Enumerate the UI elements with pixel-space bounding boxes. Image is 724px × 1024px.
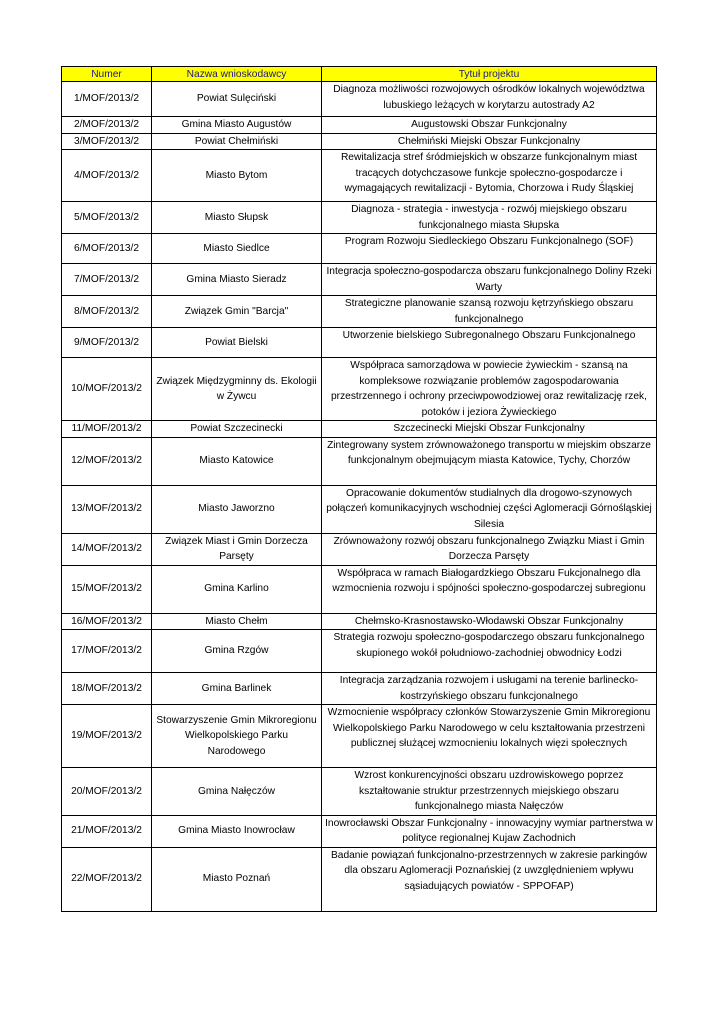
applicant-name-cell: Powiat Bielski [152,328,322,358]
project-title-cell: Diagnoza możliwości rozwojowych ośrodków lokalnych województwa lubuskiego leżących w korytarzu autostrady A2 [322,82,657,117]
project-title-cell: Program Rozwoju Siedleckiego Obszaru Funkcjonalnego (SOF) [322,234,657,264]
applicant-name-cell: Miasto Słupsk [152,202,322,234]
table-row [62,358,657,421]
numer-cell: 8/MOF/2013/2 [62,296,152,328]
table-row [62,133,657,150]
numer-cell: 1/MOF/2013/2 [62,82,152,117]
table-row [62,630,657,673]
applicant-name-cell: Miasto Katowice [152,437,322,485]
table-body [62,82,657,912]
numer-cell: 2/MOF/2013/2 [62,117,152,134]
table-row [62,234,657,264]
header-row [62,67,657,82]
applicant-name-cell: Gmina Nałęczów [152,768,322,816]
project-title-cell: Utworzenie bielskiego Subregonalnego Obszaru Funkcjonalnego [322,328,657,358]
table-row [62,847,657,911]
numer-cell: 16/MOF/2013/2 [62,613,152,630]
table-row [62,673,657,705]
table-row [62,264,657,296]
numer-cell: 5/MOF/2013/2 [62,202,152,234]
numer-cell: 9/MOF/2013/2 [62,328,152,358]
table-row [62,421,657,438]
project-title-cell: Zrównoważony rozwój obszaru funkcjonalnego Związku Miast i Gmin Dorzecza Parsęty [322,533,657,565]
table-row [62,613,657,630]
numer-cell: 21/MOF/2013/2 [62,815,152,847]
header-tytul-projektu: Tytuł projektu [322,67,657,82]
project-title-cell: Opracowanie dokumentów studialnych dla drogowo-szynowych połączeń komunikacyjnych wschodniej części Aglomeracji Górnośląskiej Silesia [322,485,657,533]
table-row [62,117,657,134]
numer-cell: 19/MOF/2013/2 [62,705,152,768]
numer-cell: 13/MOF/2013/2 [62,485,152,533]
project-title-cell: Augustowski Obszar Funkcjonalny [322,117,657,134]
numer-cell: 11/MOF/2013/2 [62,421,152,438]
table-row [62,437,657,485]
applicant-name-cell: Miasto Bytom [152,150,322,202]
applicant-name-cell: Miasto Chełm [152,613,322,630]
applicant-name-cell: Powiat Sulęciński [152,82,322,117]
project-title-cell: Wzrost konkurencyjności obszaru uzdrowiskowego poprzez kształtowanie struktur przestrzennych miejskiego obszaru funkcjonalnego miasta Nałęczów [322,768,657,816]
table-row [62,485,657,533]
table-row [62,565,657,613]
applicant-name-cell: Związek Gmin "Barcja" [152,296,322,328]
applicant-name-cell: Stowarzyszenie Gmin Mikroregionu Wielkopolskiego Parku Narodowego [152,705,322,768]
applicant-name-cell: Gmina Miasto Inowrocław [152,815,322,847]
numer-cell: 22/MOF/2013/2 [62,847,152,911]
project-title-cell: Szczecinecki Miejski Obszar Funkcjonalny [322,421,657,438]
applicant-name-cell: Powiat Chełmiński [152,133,322,150]
numer-cell: 4/MOF/2013/2 [62,150,152,202]
table-row [62,82,657,117]
project-title-cell: Badanie powiązań funkcjonalno-przestrzennych w zakresie parkingów dla obszaru Aglomeracji Poznańskiej (z uwzględnieniem wpływu sąsiadujących powiatów - SPPOFAP) [322,847,657,911]
project-title-cell: Rewitalizacja stref śródmiejskich w obszarze funkcjonalnym miast tracących dotychczasowe funkcje społeczno-gospodarcze i wymagających rewitalizacji - Bytomia, Chorzowa i Rudy Śląskiej [322,150,657,202]
project-title-cell: Współpraca samorządowa w powiecie żywieckim - szansą na kompleksowe rozwiązanie problemów zagospodarowania przestrzennego i ochrony przeciwpowodziowej oraz rewitalizację rzek, potoków i jeziora Żywieckiego [322,358,657,421]
project-title-cell: Diagnoza - strategia - inwestycja - rozwój miejskiego obszaru funkcjonalnego miasta Słupska [322,202,657,234]
applicant-name-cell: Gmina Barlinek [152,673,322,705]
project-title-cell: Współpraca w ramach Białogardzkiego Obszaru Fukcjonalnego dla wzmocnienia rozwoju i spójności społeczno-gospodarczej subregionu [322,565,657,613]
applicant-name-cell: Miasto Poznań [152,847,322,911]
project-title-cell: Inowrocławski Obszar Funkcjonalny - innowacyjny wymiar partnerstwa w polityce regionalnej Kujaw Zachodnich [322,815,657,847]
applicant-name-cell: Miasto Jaworzno [152,485,322,533]
numer-cell: 12/MOF/2013/2 [62,437,152,485]
header-numer: Numer [62,67,152,82]
numer-cell: 10/MOF/2013/2 [62,358,152,421]
project-title-cell: Strategia rozwoju społeczno-gospodarczego obszaru funkcjonalnego skupionego wokół południowo-zachodniej obwodnicy Łodzi [322,630,657,673]
numer-cell: 20/MOF/2013/2 [62,768,152,816]
applicant-name-cell: Gmina Miasto Sieradz [152,264,322,296]
project-title-cell: Strategiczne planowanie szansą rozwoju kętrzyńskiego obszaru funkcjonalnego [322,296,657,328]
project-title-cell: Chełmsko-Krasnostawsko-Włodawski Obszar Funkcjonalny [322,613,657,630]
numer-cell: 14/MOF/2013/2 [62,533,152,565]
table-row [62,815,657,847]
applicant-name-cell: Gmina Rzgów [152,630,322,673]
table-row [62,705,657,768]
applicant-name-cell: Związek Międzygminny ds. Ekologii w Żywcu [152,358,322,421]
project-title-cell: Zintegrowany system zrównoważonego transportu w miejskim obszarze funkcjonalnym obejmującym miasta Katowice, Tychy, Chorzów [322,437,657,485]
table-row [62,768,657,816]
numer-cell: 15/MOF/2013/2 [62,565,152,613]
applicant-name-cell: Powiat Szczecinecki [152,421,322,438]
applicant-name-cell: Miasto Siedlce [152,234,322,264]
applicant-name-cell: Gmina Miasto Augustów [152,117,322,134]
numer-cell: 3/MOF/2013/2 [62,133,152,150]
header-nazwa-wnioskodawcy: Nazwa wnioskodawcy [152,67,322,82]
project-title-cell: Integracja zarządzania rozwojem i usługami na terenie barlinecko-kostrzyńskiego obszaru funkcjonalnego [322,673,657,705]
numer-cell: 17/MOF/2013/2 [62,630,152,673]
project-title-cell: Wzmocnienie współpracy członków Stowarzyszenie Gmin Mikroregionu Wielkopolskiego Parku Narodowego w celu kształtowania przestrzeni publicznej służącej wzmocnieniu lokalnych więzi społecznych [322,705,657,768]
table-row [62,533,657,565]
numer-cell: 18/MOF/2013/2 [62,673,152,705]
project-title-cell: Integracja społeczno-gospodarcza obszaru funkcjonalnego Doliny Rzeki Warty [322,264,657,296]
table-row [62,202,657,234]
applicant-name-cell: Związek Miast i Gmin Dorzecza Parsęty [152,533,322,565]
numer-cell: 6/MOF/2013/2 [62,234,152,264]
project-title-cell: Chełmiński Miejski Obszar Funkcjonalny [322,133,657,150]
projects-table [61,66,657,912]
numer-cell: 7/MOF/2013/2 [62,264,152,296]
table-row [62,296,657,328]
table-row [62,150,657,202]
applicant-name-cell: Gmina Karlino [152,565,322,613]
table-row [62,328,657,358]
